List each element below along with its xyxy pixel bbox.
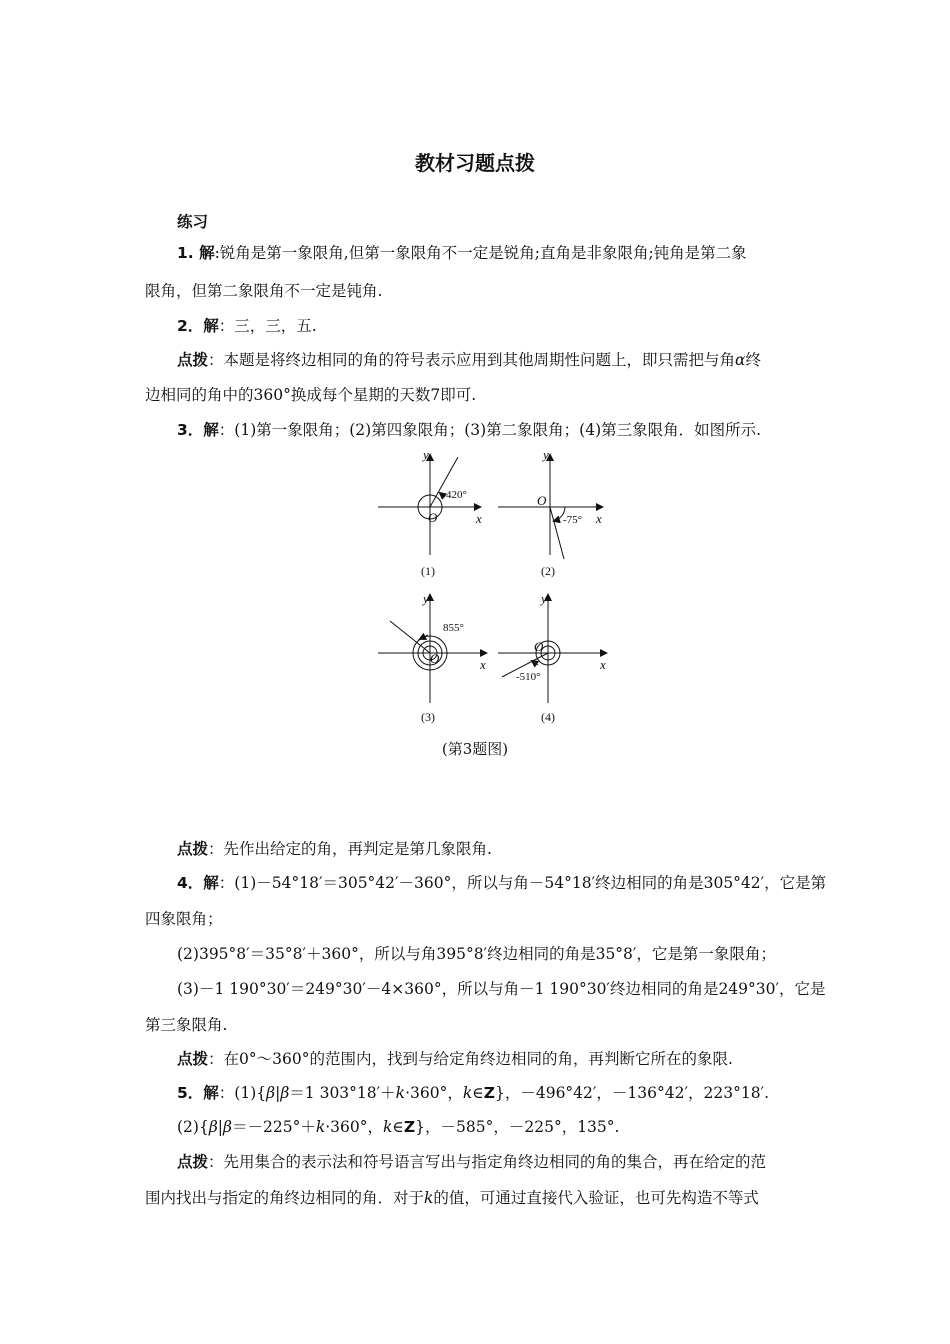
q5-p1e: }，－496°42′，－136°42′，223°18′. — [494, 1084, 770, 1102]
k-symbol: k — [395, 1084, 406, 1102]
beta-symbol: β — [266, 1084, 276, 1102]
alpha-symbol: α — [735, 351, 746, 369]
q1-text-1: :锐角是第一象限角,但第一象限角不一定是锐角;直角是非象限角;钝角是第二象 — [214, 244, 747, 262]
tip3-label: 点拨 — [177, 840, 209, 858]
angle-label-1: 420° — [446, 489, 467, 501]
q5-p2d: ∈ — [392, 1118, 404, 1136]
k-symbol: k — [383, 1118, 393, 1136]
k-symbol: k — [424, 1189, 434, 1207]
bar-symbol: | — [275, 1084, 281, 1102]
angle-label-2: -75° — [563, 514, 583, 526]
figure-caption: (第3题图) — [441, 740, 509, 758]
x-label-1: x — [476, 511, 482, 526]
q5-p1d: ∈ — [472, 1084, 484, 1102]
rotation-arrow-4 — [532, 661, 538, 665]
tip5-line1 — [177, 1152, 810, 1172]
diagram-3 — [378, 595, 486, 703]
tip5-text-1: ：先用集合的表示法和符号语言写出与指定角终边相同的角的集合，再在给定的范 — [208, 1153, 767, 1171]
sub-label-4: (4) — [541, 710, 555, 724]
integer-set-symbol: Z — [403, 1118, 416, 1136]
y-label-3: y — [423, 591, 429, 606]
origin-label-4: O — [534, 639, 544, 654]
q5-p2c: ·360°， — [325, 1118, 384, 1136]
tip2-text-1b: 终 — [745, 351, 762, 369]
q5-p1a: ：(1){ — [218, 1084, 267, 1102]
angle-label-4: -510° — [516, 671, 541, 683]
q5-p1c: ·360°， — [405, 1084, 463, 1102]
q3-label: 3．解 — [177, 421, 219, 439]
tip4-text: ：在0°～360°的范围内，找到与给定角终边相同的角，再判断它所在的象限. — [208, 1050, 733, 1068]
origin-label-3: O — [430, 651, 440, 666]
q1-line1 — [177, 243, 810, 263]
q5-p1b: ＝1 303°18′＋ — [289, 1084, 396, 1102]
q5-p2a: (2){ — [177, 1118, 209, 1136]
tip4-line — [177, 1049, 810, 1069]
origin-label-1: O — [428, 510, 438, 525]
y-label-2: y — [543, 447, 549, 462]
origin-label-2: O — [537, 493, 547, 508]
q4-line2: 四象限角； — [145, 910, 223, 928]
page-title: 教材习题点拨 — [415, 151, 535, 175]
q5-p2e: }，－585°，－225°，135°. — [415, 1118, 620, 1136]
q4-label: 4．解 — [177, 874, 219, 892]
q4-part3-line1: (3)－1 190°30′＝249°30′－4×360°，所以与角－1 190°30′终边相同的角是249°30′，它是 — [177, 980, 826, 998]
angle-label-3: 855° — [443, 622, 464, 634]
x-label-4: x — [600, 657, 606, 672]
q1-line2: 限角，但第二象限角不一定是钝角. — [145, 282, 383, 300]
section-heading: 练习 — [177, 213, 209, 231]
q5-line2 — [177, 1117, 810, 1137]
q5-p2b: ＝－225°＋ — [232, 1118, 316, 1136]
rotation-arrow-1 — [440, 493, 445, 497]
q2-text: ：三，三，五. — [218, 317, 317, 335]
k-symbol: k — [315, 1118, 326, 1136]
tip3-text: ：先作出给定的角，再判定是第几象限角. — [208, 840, 492, 858]
q2-label: 2．解 — [177, 317, 219, 335]
tip5-text-2a: 围内找出与指定的角终边相同的角．对于 — [145, 1189, 425, 1207]
terminal-side-2 — [550, 507, 564, 559]
tip2-line2: 边相同的角中的360°换成每个星期的天数7即可. — [145, 386, 477, 404]
x-label-3: x — [480, 657, 486, 672]
tip5-text-2b: 的值，可通过直接代入验证，也可先构造不等式 — [433, 1189, 759, 1207]
tip5-line2 — [145, 1188, 810, 1208]
diagram-1 — [378, 455, 480, 555]
diagram-2 — [498, 455, 602, 559]
diagram-4 — [498, 595, 606, 703]
q5-line1 — [177, 1083, 810, 1103]
q3-text: ：(1)第一象限角；(2)第四象限角；(3)第二象限角；(4)第三象限角．如图所示. — [218, 421, 762, 439]
tip5-label: 点拨 — [177, 1153, 209, 1171]
q4-text-1: ：(1)－54°18′＝305°42′－360°，所以与角－54°18′终边相同的角是305°42′，它是第 — [218, 874, 827, 892]
tip2-line1 — [177, 350, 810, 370]
bar-symbol: | — [217, 1118, 224, 1136]
y-label-1: y — [423, 447, 429, 462]
beta-symbol: β — [208, 1118, 218, 1136]
rotation-arrow-3 — [420, 635, 428, 639]
q4-part3-line2: 第三象限角. — [145, 1016, 228, 1034]
tip3-line — [177, 839, 810, 859]
q4-part2: (2)395°8′＝35°8′＋360°，所以与角395°8′终边相同的角是35°8′，它是第一象限角； — [177, 945, 776, 963]
k-symbol: k — [462, 1084, 473, 1102]
sub-label-1: (1) — [421, 564, 435, 578]
q2-line — [177, 316, 810, 336]
integer-set-symbol: Z — [483, 1084, 495, 1102]
tip2-text-1: ：本题是将终边相同的角的符号表示应用到其他周期性问题上，即只需把与角 — [208, 351, 736, 369]
sub-label-2: (2) — [541, 564, 555, 578]
tip4-label: 点拨 — [177, 1050, 209, 1068]
angle-figure — [0, 445, 950, 765]
q5-label: 5．解 — [177, 1084, 219, 1102]
q4-line1 — [177, 873, 827, 893]
q1-label: 1. 解 — [177, 244, 215, 262]
q3-line — [177, 420, 810, 440]
y-label-4: y — [541, 591, 547, 606]
tip2-label: 点拨 — [177, 351, 209, 369]
sub-label-3: (3) — [421, 710, 435, 724]
beta-symbol: β — [223, 1118, 232, 1136]
beta-symbol: β — [280, 1084, 290, 1102]
x-label-2: x — [596, 511, 602, 526]
